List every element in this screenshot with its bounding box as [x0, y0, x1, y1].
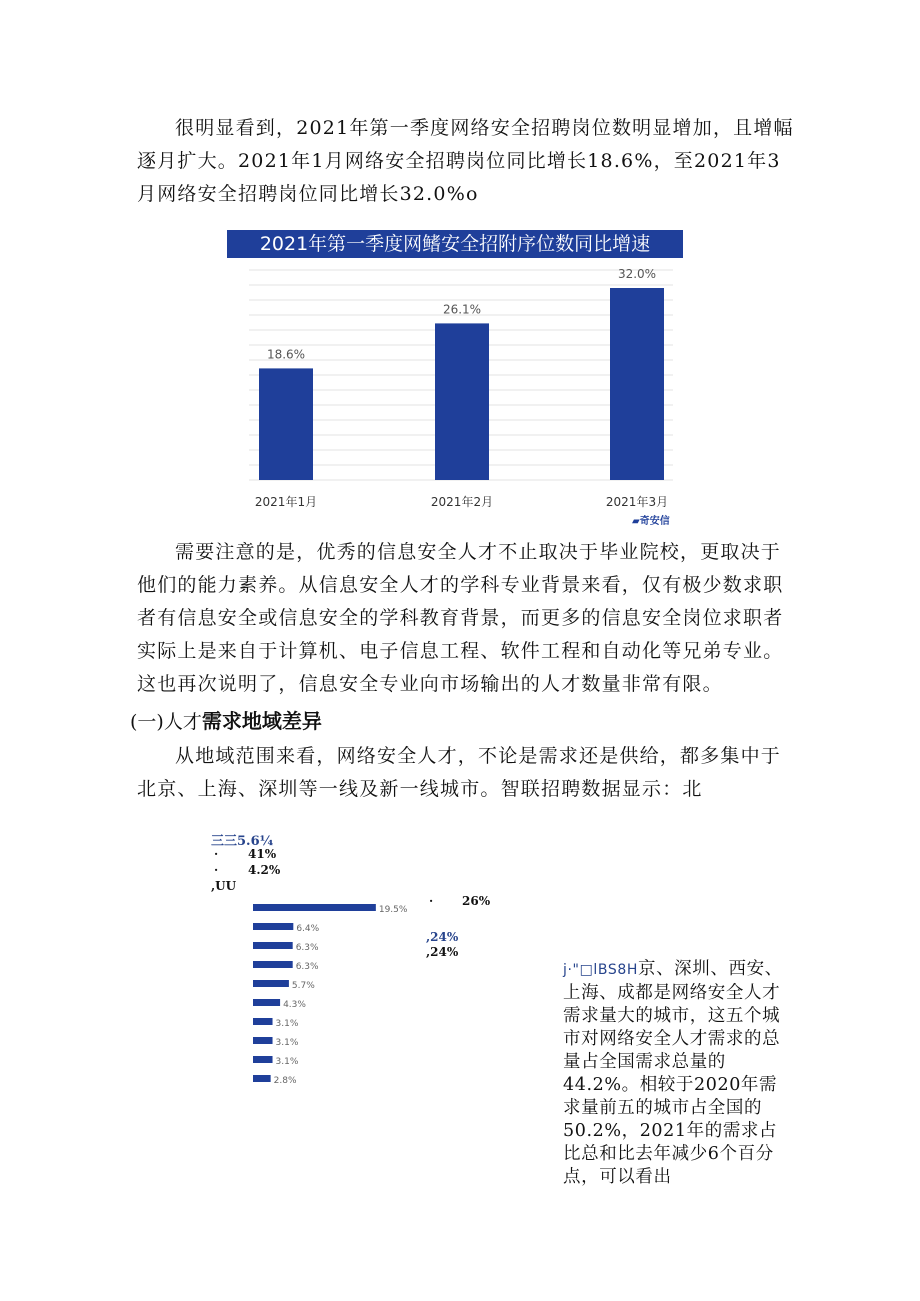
- bar-value-label: 2.8%: [273, 1076, 297, 1086]
- bar-value-label: 26.1%: [442, 302, 482, 317]
- stray-label: ,24%: [426, 930, 459, 944]
- stray-label: ·: [214, 863, 219, 877]
- chart1-title: 2021年第一季度网鳍安全招附序位数同比增速: [227, 230, 683, 258]
- city-demand-bar-chart: [250, 898, 425, 1088]
- heading-title: 需求地域差异: [201, 709, 322, 733]
- bar: [253, 923, 293, 930]
- bar: [253, 999, 280, 1006]
- bar: [253, 1018, 273, 1025]
- stray-label: 26%: [462, 894, 491, 908]
- bar: [253, 961, 293, 968]
- bar-value-label: 19.5%: [378, 905, 408, 915]
- paragraph-talent-background: 需要注意的是，优秀的信息安全人才不止取决于毕业院校，更取决于他们的能力素养。从信息安全人才的学科专业背景来看，仅有极少数求职者有信息安全或信息安全的学科教育背景，而更多的信息安全岗位求职者实际上是来自于计算机、电子信息工程、软件工程和自动化等兄弟专业。这也再次说明了，信息安全专业向市场输出的人才数量非常有限。: [137, 541, 784, 695]
- stray-label: ·: [429, 894, 434, 908]
- bar-value-label: 32.0%: [617, 267, 657, 281]
- bar-value-label: 5.7%: [291, 981, 315, 991]
- bar: [253, 1056, 273, 1063]
- bar-value-label: 6.4%: [296, 924, 320, 934]
- watermark-logo-icon: ▰: [632, 516, 640, 527]
- stray-label: ,UU: [211, 879, 237, 893]
- side-lead: j·"□lBS8H: [563, 962, 638, 978]
- stray-label: 41%: [248, 847, 277, 861]
- stray-label: ·: [214, 847, 219, 861]
- stray-label: 4.2%: [248, 863, 281, 877]
- stray-label: 三三5.6¼: [211, 834, 274, 849]
- x-tick-label: 2021年1月: [254, 495, 318, 509]
- bar-value-label: 4.3%: [283, 1000, 306, 1010]
- bar-value-label: 18.6%: [266, 347, 306, 362]
- heading-prefix: (一)人才: [130, 711, 202, 733]
- growth-bar-chart: [227, 262, 683, 524]
- bar: [253, 1075, 271, 1082]
- bar-value-label: 3.1%: [275, 1038, 299, 1048]
- section-heading: [130, 706, 322, 737]
- side-text: 京、深圳、西安、上海、成都是网络安全人才需求量大的城市，这五个城市对网络安全人才需求的总量占全国需求总量的44.2%。相较于2020年需求量前五的城市占全国的50.2%，2021年的需求占比总和比去年减少6个百分点，可以看出: [563, 959, 783, 1187]
- bar: [253, 980, 289, 987]
- bar: [253, 1037, 273, 1044]
- bar: [610, 288, 664, 480]
- bar-value-label: 6.3%: [295, 962, 319, 972]
- stray-label: ,24%: [426, 945, 459, 959]
- bar: [435, 323, 489, 480]
- bar-value-label: 6.3%: [295, 943, 319, 953]
- bar: [253, 942, 293, 949]
- bar-value-label: 3.1%: [275, 1019, 299, 1029]
- bar: [259, 368, 313, 480]
- bar-value-label: 3.1%: [275, 1057, 299, 1067]
- paragraph-region: 从地域范围来看，网络安全人才，不论是需求还是供给，都多集中于北京、上海、深圳等一线及新一线城市。智联招聘数据显示：北: [137, 745, 782, 800]
- bar: [253, 904, 376, 911]
- side-paragraph: [563, 958, 793, 1189]
- paragraph-growth: 很明显看到，2021年第一季度网络安全招聘岗位数明显增加，且增幅逐月扩大。2021年1月网络安全招聘岗位同比增长18.6%，至2021年3月网络安全招聘岗位同比增长32.0%o: [137, 117, 794, 205]
- x-tick-label: 2021年2月: [430, 495, 494, 509]
- qianxin-watermark: ▰奇安信: [632, 516, 670, 527]
- x-tick-label: 2021年3月: [605, 495, 669, 509]
